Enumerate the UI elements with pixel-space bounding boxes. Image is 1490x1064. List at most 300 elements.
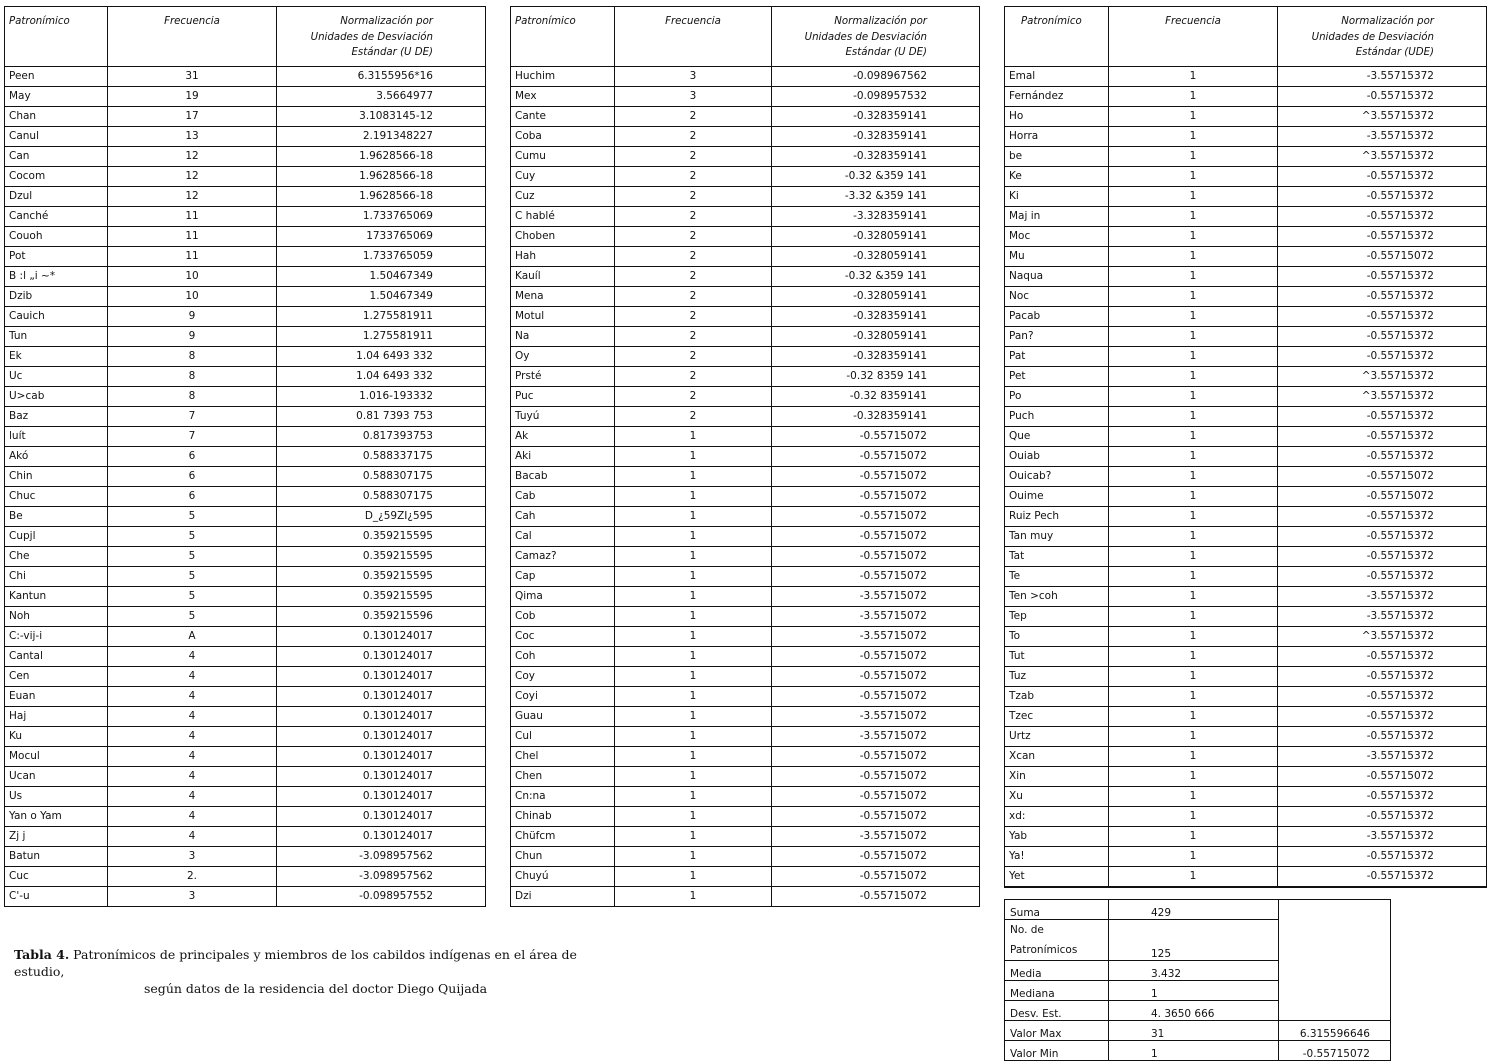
table-row <box>1005 667 1487 687</box>
patronimico-cell: Aki <box>511 447 615 467</box>
normalizacion-cell: -0.55715372 <box>1278 507 1487 527</box>
table-row <box>1005 247 1487 267</box>
table-row <box>1005 267 1487 287</box>
frecuencia-cell: 2 <box>615 187 772 207</box>
table-row <box>1005 627 1487 647</box>
normalizacion-cell: 0.130124017 <box>277 827 486 847</box>
frecuencia-cell: 8 <box>108 347 277 367</box>
table-row <box>511 607 980 627</box>
normalizacion-cell: -3.55715072 <box>772 827 980 847</box>
normalizacion-cell: 1.04 6493 332 <box>277 367 486 387</box>
frecuencia-cell: 1 <box>615 887 772 907</box>
table-row <box>5 227 486 247</box>
frecuencia-cell: 1 <box>1109 867 1278 888</box>
patronimico-cell: Can <box>5 147 108 167</box>
frecuencia-cell: 1 <box>1109 267 1278 287</box>
table-row <box>511 147 980 167</box>
frecuencia-cell: 7 <box>108 427 277 447</box>
header-normalizacion-line3: Estándar (U DE) <box>351 47 433 58</box>
normalizacion-cell: -0.32 &359 141 <box>772 267 980 287</box>
normalizacion-cell: -0.55715372 <box>1278 287 1487 307</box>
patronimico-cell: Ak <box>511 427 615 447</box>
patronimicos-table-2 <box>510 6 980 907</box>
table-row <box>5 627 486 647</box>
table-row <box>1005 807 1487 827</box>
table-row <box>1005 767 1487 787</box>
patronimico-cell: Coc <box>511 627 615 647</box>
patronimico-cell: Xu <box>1005 787 1109 807</box>
patronimico-cell: xd: <box>1005 807 1109 827</box>
frecuencia-cell: 9 <box>108 307 277 327</box>
frecuencia-cell: 1 <box>1109 747 1278 767</box>
frecuencia-cell: 1 <box>615 867 772 887</box>
normalizacion-cell: -0.55715072 <box>772 887 980 907</box>
table-row <box>5 167 486 187</box>
table-row <box>5 207 486 227</box>
normalizacion-cell: -3.55715072 <box>772 727 980 747</box>
normalizacion-cell: -3.55715372 <box>1278 67 1487 87</box>
patronimico-cell: May <box>5 87 108 107</box>
patronimico-cell: Cul <box>511 727 615 747</box>
frecuencia-cell: 2 <box>615 167 772 187</box>
normalizacion-cell: -0.55715072 <box>772 747 980 767</box>
table-row <box>1005 407 1487 427</box>
frecuencia-cell: 1 <box>1109 207 1278 227</box>
normalizacion-cell: 0.130124017 <box>277 727 486 747</box>
table-row <box>511 527 980 547</box>
patronimico-cell: Be <box>5 507 108 527</box>
normalizacion-cell: -0.55715072 <box>772 847 980 867</box>
normalizacion-cell: -0.55715072 <box>772 667 980 687</box>
patronimico-cell: Naqua <box>1005 267 1109 287</box>
patronimico-cell: Camaz? <box>511 547 615 567</box>
frecuencia-cell: 1 <box>615 807 772 827</box>
table-row <box>511 387 980 407</box>
frecuencia-cell: 2 <box>615 307 772 327</box>
table-row <box>1005 67 1487 87</box>
table-row <box>5 827 486 847</box>
table-row <box>1005 587 1487 607</box>
normalizacion-cell: 1.50467349 <box>277 267 486 287</box>
patronimico-cell: Cauich <box>5 307 108 327</box>
table-row <box>5 447 486 467</box>
table-row <box>1005 187 1487 207</box>
patronimico-cell: Us <box>5 787 108 807</box>
patronimico-cell: Na <box>511 327 615 347</box>
summary-normalized-value: 6.315596646 <box>1279 1021 1391 1041</box>
patronimico-cell: Ho <box>1005 107 1109 127</box>
summary-label: Media <box>1005 961 1109 981</box>
table-row <box>1005 167 1487 187</box>
frecuencia-cell: 2 <box>615 367 772 387</box>
frecuencia-cell: 1 <box>1109 527 1278 547</box>
normalizacion-cell: -0.55715372 <box>1278 707 1487 727</box>
normalizacion-cell: -0.098957532 <box>772 87 980 107</box>
table-row <box>5 387 486 407</box>
table-row <box>1005 827 1487 847</box>
table-row <box>5 527 486 547</box>
frecuencia-cell: 11 <box>108 227 277 247</box>
patronimico-cell: Mena <box>511 287 615 307</box>
frecuencia-cell: 1 <box>1109 787 1278 807</box>
table-row <box>5 607 486 627</box>
table-row <box>5 487 486 507</box>
normalizacion-cell: -0.55715372 <box>1278 187 1487 207</box>
summary-row-suma <box>1005 900 1391 920</box>
patronimico-cell: Pacab <box>1005 307 1109 327</box>
patronimico-cell: Coba <box>511 127 615 147</box>
table-row <box>1005 527 1487 547</box>
header-patronimico: Patronímico <box>1005 7 1109 67</box>
patronimico-cell: Cob <box>511 607 615 627</box>
normalizacion-cell: 1.275581911 <box>277 327 486 347</box>
frecuencia-cell: 12 <box>108 147 277 167</box>
normalizacion-cell: -3.55715372 <box>1278 747 1487 767</box>
normalizacion-cell: 0.130124017 <box>277 667 486 687</box>
patronimico-cell: Guau <box>511 707 615 727</box>
normalizacion-cell: -0.55715372 <box>1278 307 1487 327</box>
header-frecuencia: Frecuencia <box>615 7 772 67</box>
normalizacion-cell: -0.55715072 <box>1278 487 1487 507</box>
summary-label-line1: No. de <box>1010 924 1044 936</box>
normalizacion-cell: -0.55715072 <box>1278 247 1487 267</box>
table-row <box>511 407 980 427</box>
table-row <box>1005 387 1487 407</box>
summary-empty-cell <box>1279 900 1391 1021</box>
normalizacion-cell: D_¿59ZI¿595 <box>277 507 486 527</box>
patronimico-cell: Mocul <box>5 747 108 767</box>
patronimico-cell: Cen <box>5 667 108 687</box>
table-row <box>511 687 980 707</box>
frecuencia-cell: 1 <box>1109 667 1278 687</box>
table-row <box>5 747 486 767</box>
summary-label: Desv. Est. <box>1005 1001 1109 1021</box>
table-row <box>511 827 980 847</box>
frecuencia-cell: 1 <box>615 647 772 667</box>
patronimico-cell: Bacab <box>511 467 615 487</box>
header-normalizacion-line1: Normalización por <box>834 16 927 27</box>
table-row <box>511 367 980 387</box>
frecuencia-cell: 1 <box>1109 507 1278 527</box>
frecuencia-cell: 1 <box>615 567 772 587</box>
normalizacion-cell: 1.733765069 <box>277 207 486 227</box>
frecuencia-cell: 4 <box>108 767 277 787</box>
frecuencia-cell: 2 <box>615 207 772 227</box>
normalizacion-cell: 1.9628566-18 <box>277 167 486 187</box>
patronimico-cell: Cantal <box>5 647 108 667</box>
patronimico-cell: Chen <box>511 767 615 787</box>
normalizacion-cell: -0.55715372 <box>1278 867 1487 888</box>
frecuencia-cell: 1 <box>615 827 772 847</box>
table-row <box>1005 747 1487 767</box>
normalizacion-cell: -0.55715372 <box>1278 547 1487 567</box>
patronimico-cell: Puc <box>511 387 615 407</box>
frecuencia-cell: 1 <box>1109 227 1278 247</box>
normalizacion-cell: 1.9628566-18 <box>277 187 486 207</box>
frecuencia-cell: 2 <box>615 247 772 267</box>
normalizacion-cell: -0.328359141 <box>772 147 980 167</box>
normalizacion-cell: 1.733765059 <box>277 247 486 267</box>
normalizacion-cell: 0.359215595 <box>277 547 486 567</box>
normalizacion-cell: -0.55715372 <box>1278 327 1487 347</box>
frecuencia-cell: 7 <box>108 407 277 427</box>
frecuencia-cell: 10 <box>108 267 277 287</box>
patronimico-cell: Chan <box>5 107 108 127</box>
table-row <box>1005 207 1487 227</box>
patronimico-cell: Noh <box>5 607 108 627</box>
table-row <box>5 247 486 267</box>
patronimico-cell: Akó <box>5 447 108 467</box>
patronimico-cell: B :l „i ~* <box>5 267 108 287</box>
frecuencia-cell: 1 <box>615 507 772 527</box>
normalizacion-cell: -0.55715372 <box>1278 227 1487 247</box>
normalizacion-cell: -0.55715072 <box>772 547 980 567</box>
normalizacion-cell: ^3.55715372 <box>1278 627 1487 647</box>
frecuencia-cell: 13 <box>108 127 277 147</box>
normalizacion-cell: -0.55715372 <box>1278 407 1487 427</box>
table-row <box>1005 87 1487 107</box>
patronimico-cell: Cab <box>511 487 615 507</box>
table-header-row <box>511 7 980 67</box>
patronimico-cell: Tuyú <box>511 407 615 427</box>
table-row <box>1005 347 1487 367</box>
normalizacion-cell: -3.098957562 <box>277 867 486 887</box>
table-row <box>511 627 980 647</box>
table-row <box>511 767 980 787</box>
header-patronimico: Patronímico <box>511 7 615 67</box>
summary-value: 4. 3650 666 <box>1109 1001 1279 1021</box>
table-row <box>5 127 486 147</box>
patronimico-cell: Chuyú <box>511 867 615 887</box>
patronimico-cell: Pat <box>1005 347 1109 367</box>
caption-line2: según datos de la residencia del doctor Diego Quijada <box>144 981 488 996</box>
frecuencia-cell: 1 <box>615 427 772 447</box>
table-body <box>1005 67 1487 888</box>
summary-label: Valor Min <box>1005 1041 1109 1061</box>
frecuencia-cell: 6 <box>108 467 277 487</box>
frecuencia-cell: 2 <box>615 287 772 307</box>
patronimico-cell: Tat <box>1005 547 1109 567</box>
frecuencia-cell: 4 <box>108 707 277 727</box>
normalizacion-cell: -0.55715372 <box>1278 807 1487 827</box>
table-body <box>5 67 486 907</box>
caption-line1: Patronímicos de principales y miembros de los cabildos indígenas en el área de estudio, <box>14 947 577 979</box>
frecuencia-cell: 1 <box>1109 827 1278 847</box>
frecuencia-cell: 5 <box>108 547 277 567</box>
caption-label: Tabla 4. <box>14 947 70 962</box>
normalizacion-cell: -0.32 &359 141 <box>772 167 980 187</box>
patronimico-cell: Chinab <box>511 807 615 827</box>
table-row <box>5 667 486 687</box>
normalizacion-cell: 0.130124017 <box>277 767 486 787</box>
frecuencia-cell: 1 <box>1109 367 1278 387</box>
normalizacion-cell: -0.55715072 <box>772 767 980 787</box>
frecuencia-cell: 1 <box>1109 147 1278 167</box>
patronimico-cell: Pot <box>5 247 108 267</box>
table-row <box>5 307 486 327</box>
header-normalizacion-line2: Unidades de Desviación <box>1311 31 1434 43</box>
normalizacion-cell: -0.328359141 <box>772 307 980 327</box>
patronimico-cell: Batun <box>5 847 108 867</box>
patronimico-cell: To <box>1005 627 1109 647</box>
normalizacion-cell: 1733765069 <box>277 227 486 247</box>
normalizacion-cell: ^3.55715372 <box>1278 367 1487 387</box>
frecuencia-cell: 4 <box>108 647 277 667</box>
normalizacion-cell: -0.328059141 <box>772 247 980 267</box>
patronimico-cell: Chin <box>5 467 108 487</box>
table-row <box>511 427 980 447</box>
frecuencia-cell: 19 <box>108 87 277 107</box>
normalizacion-cell: 0.588307175 <box>277 487 486 507</box>
table-row <box>511 887 980 907</box>
table-row <box>5 787 486 807</box>
patronimico-cell: Maj in <box>1005 207 1109 227</box>
normalizacion-cell: -0.098957552 <box>277 887 486 907</box>
patronimico-cell: Chuc <box>5 487 108 507</box>
table-row <box>511 567 980 587</box>
normalizacion-cell: -3.55715072 <box>772 607 980 627</box>
patronimico-cell: Kantun <box>5 587 108 607</box>
frecuencia-cell: 1 <box>615 607 772 627</box>
frecuencia-cell: 1 <box>1109 487 1278 507</box>
patronimico-cell: Hah <box>511 247 615 267</box>
frecuencia-cell: 4 <box>108 727 277 747</box>
frecuencia-cell: 2 <box>615 107 772 127</box>
table-row <box>511 167 980 187</box>
patronimico-cell: Xin <box>1005 767 1109 787</box>
summary-normalized-value: -0.55715072 <box>1279 1041 1391 1061</box>
table-row <box>1005 127 1487 147</box>
table-row <box>5 427 486 447</box>
normalizacion-cell: -3.55715372 <box>1278 587 1487 607</box>
normalizacion-cell: -0.55715072 <box>772 507 980 527</box>
frecuencia-cell: 1 <box>1109 567 1278 587</box>
frecuencia-cell: A <box>108 627 277 647</box>
summary-value: 429 <box>1109 900 1279 920</box>
patronimico-cell: Baz <box>5 407 108 427</box>
normalizacion-cell: 0.81 7393 753 <box>277 407 486 427</box>
patronimico-cell: Cante <box>511 107 615 127</box>
table-row <box>5 647 486 667</box>
normalizacion-cell: -0.55715372 <box>1278 527 1487 547</box>
table-row <box>5 767 486 787</box>
frecuencia-cell: 3 <box>615 87 772 107</box>
patronimico-cell: Cal <box>511 527 615 547</box>
frecuencia-cell: 1 <box>615 847 772 867</box>
normalizacion-cell: -0.55715372 <box>1278 847 1487 867</box>
frecuencia-cell: 3 <box>615 67 772 87</box>
table-body <box>511 67 980 907</box>
table-row <box>1005 507 1487 527</box>
normalizacion-cell: -0.098967562 <box>772 67 980 87</box>
frecuencia-cell: 1 <box>1109 287 1278 307</box>
patronimico-cell: Kauíl <box>511 267 615 287</box>
normalizacion-cell: 1.04 6493 332 <box>277 347 486 367</box>
patronimico-cell: Puch <box>1005 407 1109 427</box>
patronimico-cell: Cuc <box>5 867 108 887</box>
patronimico-cell: Cupjl <box>5 527 108 547</box>
frecuencia-cell: 1 <box>615 627 772 647</box>
summary-label: Mediana <box>1005 981 1109 1001</box>
normalizacion-cell: 0.130124017 <box>277 787 486 807</box>
frecuencia-cell: 1 <box>1109 807 1278 827</box>
normalizacion-cell: -0.55715372 <box>1278 167 1487 187</box>
normalizacion-cell: -0.55715072 <box>772 647 980 667</box>
frecuencia-cell: 1 <box>1109 67 1278 87</box>
patronimico-cell: Coyi <box>511 687 615 707</box>
normalizacion-cell: -0.55715372 <box>1278 267 1487 287</box>
normalizacion-cell: 0.130124017 <box>277 747 486 767</box>
table-row <box>511 807 980 827</box>
patronimico-cell: Qima <box>511 587 615 607</box>
frecuencia-cell: 1 <box>615 527 772 547</box>
table-row <box>1005 427 1487 447</box>
normalizacion-cell: 0.588307175 <box>277 467 486 487</box>
normalizacion-cell: -3.55715372 <box>1278 127 1487 147</box>
frecuencia-cell: 2 <box>615 327 772 347</box>
normalizacion-cell: ^3.55715372 <box>1278 147 1487 167</box>
frecuencia-cell: 1 <box>1109 407 1278 427</box>
normalizacion-cell: 0.359215595 <box>277 567 486 587</box>
frecuencia-cell: 1 <box>1109 767 1278 787</box>
frecuencia-cell: 5 <box>108 607 277 627</box>
normalizacion-cell: 1.9628566-18 <box>277 147 486 167</box>
patronimico-cell: Peen <box>5 67 108 87</box>
patronimico-cell: Uc <box>5 367 108 387</box>
table-row <box>5 187 486 207</box>
patronimico-cell: Ten >coh <box>1005 587 1109 607</box>
normalizacion-cell: -0.32 8359 141 <box>772 367 980 387</box>
table-row <box>5 407 486 427</box>
table-row <box>511 207 980 227</box>
table-row <box>511 347 980 367</box>
normalizacion-cell: 1.50467349 <box>277 287 486 307</box>
header-normalizacion-line3: Estándar (UDE) <box>1355 47 1434 58</box>
patronimico-cell: Zj j <box>5 827 108 847</box>
patronimico-cell: Cap <box>511 567 615 587</box>
normalizacion-cell: 0.130124017 <box>277 807 486 827</box>
table-row <box>1005 847 1487 867</box>
table-row <box>511 227 980 247</box>
frecuencia-cell: 1 <box>615 687 772 707</box>
frecuencia-cell: 17 <box>108 107 277 127</box>
patronimico-cell: Che <box>5 547 108 567</box>
header-normalizacion-line3: Estándar (U DE) <box>845 47 927 58</box>
patronimico-cell: Cuy <box>511 167 615 187</box>
table-row <box>1005 727 1487 747</box>
normalizacion-cell: -0.55715372 <box>1278 567 1487 587</box>
summary-row-min <box>1005 1041 1391 1061</box>
normalizacion-cell: 6.3155956*16 <box>277 67 486 87</box>
frecuencia-cell: 6 <box>108 487 277 507</box>
frecuencia-cell: 1 <box>1109 347 1278 367</box>
table-row <box>5 727 486 747</box>
frecuencia-cell: 5 <box>108 527 277 547</box>
table-row <box>5 587 486 607</box>
frecuencia-cell: 3 <box>108 887 277 907</box>
normalizacion-cell: 2.191348227 <box>277 127 486 147</box>
table-row <box>5 707 486 727</box>
normalizacion-cell: 3.1083145-12 <box>277 107 486 127</box>
normalizacion-cell: -0.55715372 <box>1278 787 1487 807</box>
table-row <box>511 107 980 127</box>
patronimico-cell: Tep <box>1005 607 1109 627</box>
normalizacion-cell: 0.817393753 <box>277 427 486 447</box>
normalizacion-cell: -0.55715372 <box>1278 447 1487 467</box>
table-row <box>511 547 980 567</box>
patronimico-cell: Coh <box>511 647 615 667</box>
frecuencia-cell: 1 <box>1109 107 1278 127</box>
